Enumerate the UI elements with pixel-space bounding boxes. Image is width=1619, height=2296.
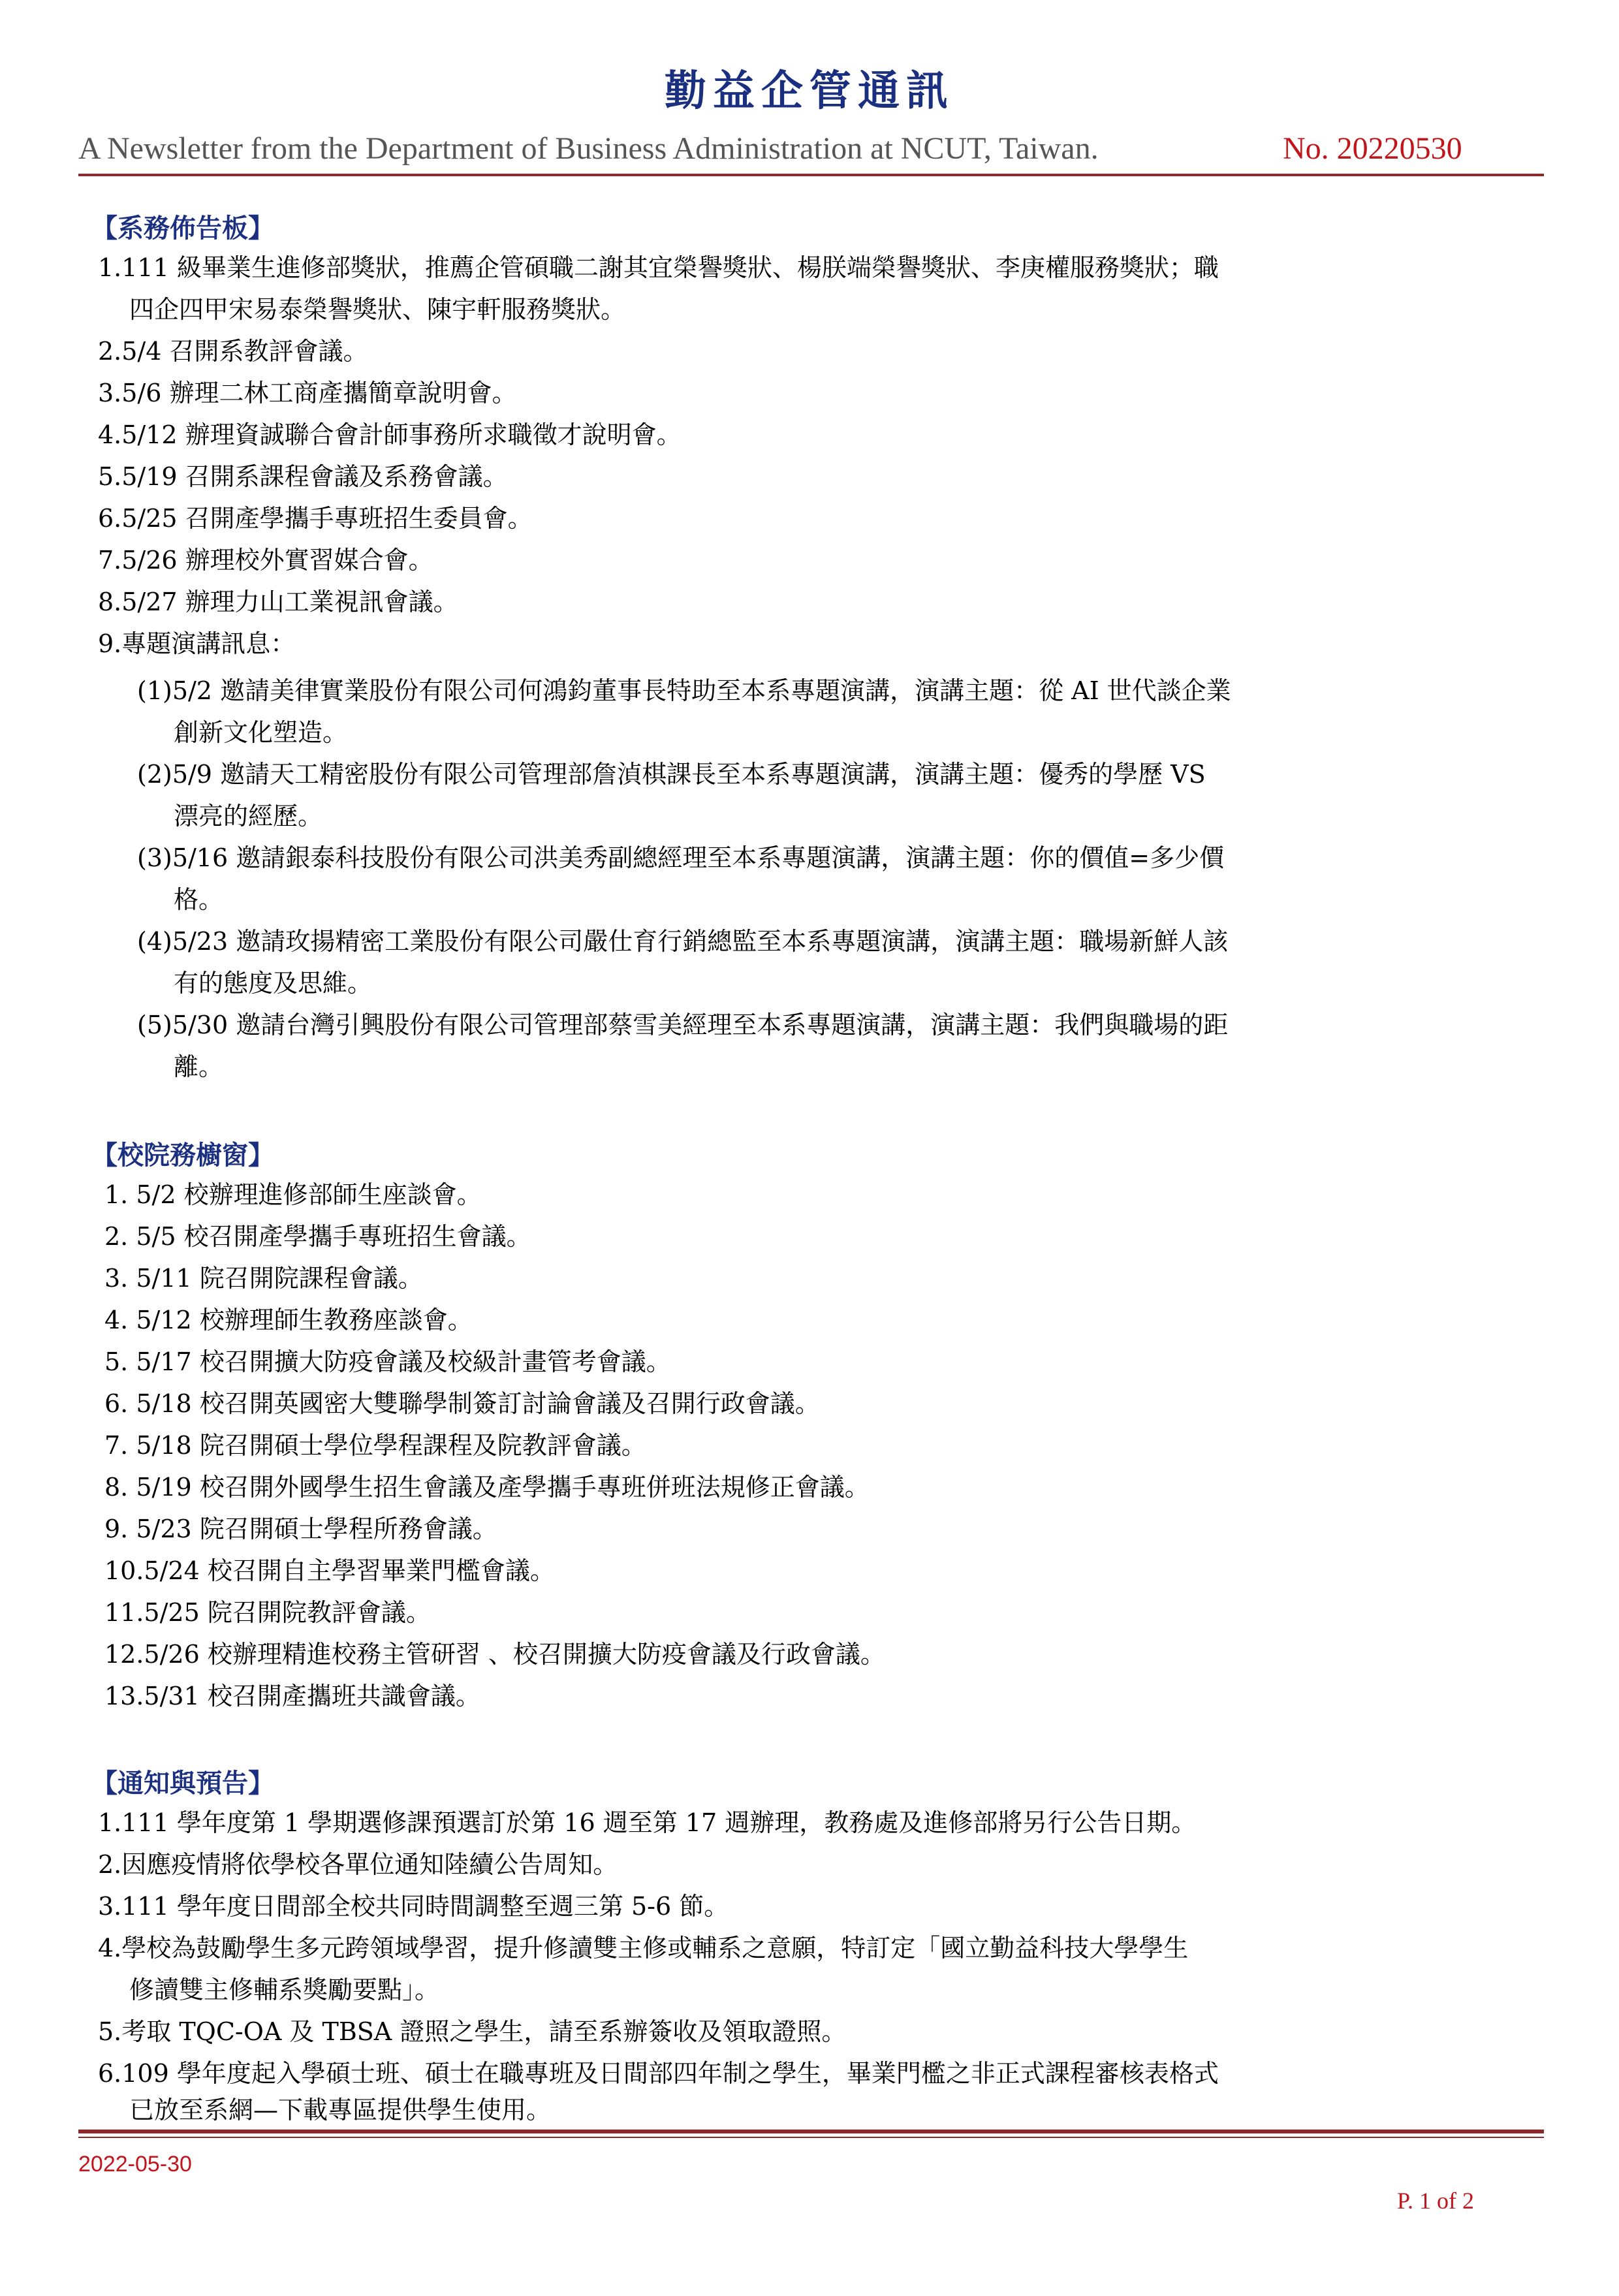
lecture-4: (4)5/23 邀請玫揚精密工業股份有限公司嚴仕育行銷總監至本系專題演講，演講主題：職場新鮮人該 (137, 927, 1229, 956)
section-heading-school: 【校院務櫥窗】 (91, 1140, 274, 1171)
lecture-1-cont: 創新文化塑造。 (174, 718, 348, 747)
notice-item-3: 3.111 學年度日間部全校共同時間調整至週三第 5-6 節。 (98, 1892, 729, 1921)
school-item: 1. 5/2 校辦理進修部師生座談會。 (104, 1180, 482, 1209)
newsletter-subtitle: A Newsletter from the Department of Business Administration at NCUT, Taiwan. (78, 131, 1099, 166)
school-item: 8. 5/19 校召開外國學生招生會議及產學攜手專班併班法規修正會議。 (104, 1473, 870, 1502)
lecture-2-cont: 漂亮的經歷。 (174, 802, 323, 830)
dept-item-7: 7.5/26 辦理校外實習媒合會。 (98, 546, 433, 574)
dept-item-5: 5.5/19 召開系課程會議及系務會議。 (98, 462, 508, 491)
newsletter-title: 勤益企管通訊 (665, 67, 954, 116)
page-number: P. 1 of 2 (1397, 2188, 1475, 2214)
footer-date: 2022-05-30 (78, 2152, 192, 2177)
notice-item-2: 2.因應疫情將依學校各單位通知陸續公告周知。 (98, 1850, 618, 1879)
notice-item-6: 6.109 學年度起入學碩士班、碩士在職專班及日間部四年制之學生，畢業門檻之非正式課程審核表格式 (98, 2059, 1219, 2088)
notice-item-1: 1.111 學年度第 1 學期選修課預選訂於第 16 週至第 17 週辦理，教務處及進修部將另行公告日期。 (98, 1808, 1197, 1837)
lecture-1: (1)5/2 邀請美律實業股份有限公司何鴻鈞董事長特助至本系專題演講，演講主題：從 AI 世代談企業 (137, 676, 1231, 705)
notice-item-5: 5.考取 TQC-OA 及 TBSA 證照之學生，請至系辦簽收及領取證照。 (98, 2017, 847, 2046)
lecture-2: (2)5/9 邀請天工精密股份有限公司管理部詹湞棋課長至本系專題演講，演講主題：優秀的學歷 VS (137, 760, 1206, 789)
school-item: 9. 5/23 院召開碩士學程所務會議。 (104, 1515, 497, 1543)
lecture-3: (3)5/16 邀請銀泰科技股份有限公司洪美秀副總經理至本系專題演講，演講主題：你的價值=多少價 (137, 843, 1225, 872)
issue-number: No. 20220530 (1283, 131, 1462, 166)
dept-item-3: 3.5/6 辦理二林工商產攜簡章說明會。 (98, 379, 517, 407)
dept-item-8: 8.5/27 辦理力山工業視訊會議。 (98, 588, 458, 616)
notice-item-6-cont: 已放至系網—下載專區提供學生使用。 (129, 2096, 552, 2124)
school-item: 6. 5/18 校召開英國密大雙聯學制簽訂討論會議及召開行政會議。 (104, 1389, 820, 1418)
school-item: 5. 5/17 校召開擴大防疫會議及校級計畫管考會議。 (104, 1347, 671, 1376)
school-item: 3. 5/11 院召開院課程會議。 (104, 1264, 423, 1293)
notice-item-4: 4.學校為鼓勵學生多元跨領域學習，提升修讀雙主修或輔系之意願，特訂定「國立勤益科技大學學生 (98, 1934, 1189, 1962)
dept-item-2: 2.5/4 召開系教評會議。 (98, 337, 368, 366)
school-item: 12.5/26 校辦理精進校務主管研習 、校召開擴大防疫會議及行政會議。 (104, 1640, 885, 1669)
dept-item-1-cont: 四企四甲宋易泰榮譽獎狀、陳宇軒服務獎狀。 (129, 295, 626, 324)
school-item: 7. 5/18 院召開碩士學位學程課程及院教評會議。 (104, 1431, 646, 1460)
lecture-4-cont: 有的態度及思維。 (174, 969, 373, 998)
school-item: 10.5/24 校召開自主學習畢業門檻會議。 (104, 1556, 555, 1585)
school-item: 13.5/31 校召開產攜班共識會議。 (104, 1682, 480, 1710)
school-item: 2. 5/5 校召開產學攜手專班招生會議。 (104, 1222, 531, 1251)
dept-item-1: 1.111 級畢業生進修部獎狀，推薦企管碩職二謝其宜榮譽獎狀、楊朕端榮譽獎狀、李庚權服務獎狀；職 (98, 253, 1219, 282)
lecture-5: (5)5/30 邀請台灣引興股份有限公司管理部蔡雪美經理至本系專題演講，演講主題：我們與職場的距 (137, 1011, 1229, 1039)
footer-divider-thin (78, 2137, 1544, 2138)
school-item: 11.5/25 院召開院教評會議。 (104, 1598, 431, 1627)
school-item: 4. 5/12 校辦理師生教務座談會。 (104, 1306, 473, 1334)
section-heading-dept: 【系務佈告板】 (91, 213, 274, 244)
lecture-5-cont: 離。 (174, 1052, 224, 1081)
dept-item-6: 6.5/25 召開產學攜手專班招生委員會。 (98, 504, 533, 533)
notice-item-4-cont: 修讀雙主修輔系獎勵要點」。 (129, 1975, 440, 2004)
dept-item-4: 4.5/12 辦理資誠聯合會計師事務所求職徵才說明會。 (98, 420, 682, 449)
footer-divider (78, 2130, 1544, 2133)
section-heading-notice: 【通知與預告】 (91, 1768, 274, 1799)
lecture-3-cont: 格。 (174, 885, 224, 914)
dept-item-9: 9.專題演講訊息： (98, 629, 296, 658)
header-divider (78, 174, 1544, 176)
